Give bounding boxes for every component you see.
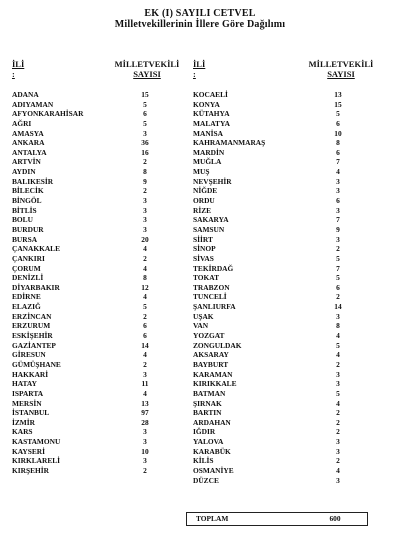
province-row [12,273,182,283]
province-header-colon: : [12,69,15,79]
province-row [12,254,182,264]
province-name: KOCAELİ [193,90,228,99]
seat-count: 12 [141,282,149,292]
seat-count: 3 [336,205,340,215]
seat-count: 3 [143,427,147,437]
province-row [12,129,182,139]
province-row [193,427,373,437]
province-row [193,215,373,225]
seat-count: 8 [336,138,340,148]
seat-count: 7 [336,215,340,225]
seat-count: 3 [143,437,147,447]
seat-count: 11 [141,379,149,389]
province-row [193,302,373,312]
province-header-label: İLİ [193,59,206,69]
province-row [193,360,373,370]
seat-count: 14 [334,302,342,312]
province-name: AFYONKARAHİSAR [12,109,84,119]
province-row [193,466,373,476]
seat-count-header-line1: MİLLETVEKİLİ [308,59,374,69]
seat-count: 6 [336,118,340,128]
seat-count: 10 [334,128,342,138]
seat-count: 5 [336,388,340,398]
province-name: MUŞ [193,167,210,177]
province-name: RİZE [193,205,212,215]
province-name: DENİZLİ [12,273,44,283]
province-name: OSMANİYE [193,465,234,475]
total-label: TOPLAM [196,514,229,523]
province-row [12,379,182,389]
seat-count: 2 [336,417,340,427]
province-name: KARAMAN [193,369,233,379]
seat-count: 2 [143,311,147,321]
seat-count: 14 [141,340,149,350]
province-row [193,206,373,216]
province-row [12,235,182,245]
seat-count: 4 [336,398,340,408]
seat-count: 2 [143,186,147,196]
province-name: ERZURUM [12,321,51,331]
seat-count: 3 [143,128,147,138]
province-name: ISPARTA [12,388,44,398]
seat-count: 3 [143,456,147,466]
seat-count: 5 [143,302,147,312]
province-row [193,321,373,331]
province-row [193,186,373,196]
seat-count: 6 [336,147,340,157]
seat-count-header [301,59,381,79]
province-name: ÇANAKKALE [12,244,61,254]
province-name: UŞAK [193,311,214,321]
seat-count: 6 [336,282,340,292]
seat-count: 7 [336,157,340,167]
province-row [193,254,373,264]
province-row [12,206,182,216]
province-row [193,138,373,148]
province-name: TRABZON [193,282,230,292]
province-row [193,264,373,274]
province-name: ÇANKIRI [12,253,45,263]
province-row [12,283,182,293]
province-name: NEVŞEHİR [193,176,232,186]
seat-count-header [112,59,182,79]
seat-count-header-line2: SAYISI [133,69,161,79]
seat-count: 2 [143,253,147,263]
province-name: BALIKESİR [12,176,54,186]
province-name: IĞDIR [193,427,216,437]
province-name: SİİRT [193,234,213,244]
province-row [193,447,373,457]
seat-count: 3 [336,311,340,321]
province-row [12,437,182,447]
province-name: KAHRAMANMARAŞ [193,138,266,148]
total-box [186,512,368,526]
seat-count: 3 [143,224,147,234]
province-row [193,408,373,418]
seat-count-header-line1: MİLLETVEKİLİ [114,59,180,69]
province-name: ADANA [12,90,39,99]
province-name: ADIYAMAN [12,99,54,109]
province-row [12,389,182,399]
province-row [12,350,182,360]
seat-count: 2 [336,408,340,418]
province-row [12,399,182,409]
seat-count: 3 [336,369,340,379]
province-row [193,109,373,119]
province-row [12,447,182,457]
province-name: GİRESUN [12,350,46,360]
province-header-colon: : [193,69,196,79]
seat-count: 6 [143,331,147,341]
province-row [193,225,373,235]
province-name: MERSİN [12,398,42,408]
province-row [12,109,182,119]
seat-count: 4 [336,465,340,475]
seat-count: 3 [336,475,340,485]
seat-count: 3 [336,176,340,186]
province-row [193,167,373,177]
seat-count: 2 [336,359,340,369]
province-row [193,389,373,399]
province-name: MUĞLA [193,157,222,167]
right-province-list [193,90,373,485]
document-title: EK (I) SAYILI CETVEL [144,8,256,19]
seat-count: 2 [336,244,340,254]
province-row [12,456,182,466]
province-name: SİNOP [193,244,216,254]
province-name: AKSARAY [193,350,229,360]
province-header [12,59,24,79]
province-row [193,399,373,409]
province-row [12,292,182,302]
seat-count: 2 [336,456,340,466]
province-row [193,418,373,428]
province-row [12,225,182,235]
province-row [193,177,373,187]
province-name: YALOVA [193,437,224,447]
province-name: VAN [193,321,209,331]
province-name: MANİSA [193,128,223,138]
document-subtitle: Milletvekillerinin İllere Göre Dağılımı [114,19,286,30]
province-name: DİYARBAKIR [12,282,60,292]
province-row [12,466,182,476]
province-name: ŞIRNAK [193,398,222,408]
seat-count: 8 [143,273,147,283]
province-row [193,235,373,245]
seat-count: 3 [336,234,340,244]
province-name: GÜMÜŞHANE [12,359,61,369]
province-row [193,350,373,360]
province-row [193,476,373,486]
seat-count: 5 [336,253,340,263]
seat-count: 5 [143,118,147,128]
province-row [193,196,373,206]
province-name: AYDIN [12,167,36,177]
province-name: KARABÜK [193,446,231,456]
province-row [12,186,182,196]
seat-count: 9 [143,176,147,186]
seat-count: 8 [336,321,340,331]
province-row [12,119,182,129]
province-row [193,437,373,447]
left-province-list [12,90,182,476]
province-row [193,90,373,100]
province-name: SAKARYA [193,215,229,225]
province-row [193,341,373,351]
seat-count: 3 [143,369,147,379]
province-row [12,138,182,148]
province-name: HAKKARİ [12,369,49,379]
province-name: TEKİRDAĞ [193,263,234,273]
seat-count: 4 [336,331,340,341]
province-name: HATAY [12,379,37,389]
province-row [12,215,182,225]
province-name: ŞANLIURFA [193,302,236,312]
seat-count: 6 [143,321,147,331]
province-name: ERZİNCAN [12,311,52,321]
province-name: KÜTAHYA [193,109,230,119]
seat-count: 3 [336,186,340,196]
province-row [12,408,182,418]
seat-count: 36 [141,138,149,148]
province-row [193,283,373,293]
province-row [12,157,182,167]
province-row [12,302,182,312]
seat-count: 4 [143,263,147,273]
seat-count: 3 [143,196,147,206]
province-row [12,370,182,380]
seat-count: 4 [336,350,340,360]
province-row [193,456,373,466]
province-name: TOKAT [193,273,220,283]
province-row [12,167,182,177]
province-name: BAYBURT [193,359,229,369]
province-row [12,341,182,351]
seat-count: 20 [141,234,149,244]
province-row [12,90,182,100]
province-row [12,418,182,428]
province-name: DÜZCE [193,475,219,485]
province-row [12,312,182,322]
seat-count: 5 [336,109,340,119]
province-name: ESKİŞEHİR [12,331,53,341]
seat-count: 7 [336,263,340,273]
province-row [12,264,182,274]
province-name: BİLECİK [12,186,44,196]
seat-count: 2 [336,292,340,302]
seat-count: 15 [334,99,342,109]
province-row [12,177,182,187]
seat-count: 3 [336,446,340,456]
province-name: KIRŞEHİR [12,465,49,475]
seat-count: 2 [336,427,340,437]
province-name: MARDİN [193,147,225,157]
seat-count-header-line2: SAYISI [327,69,355,79]
province-name: AMASYA [12,128,44,138]
province-name: ORDU [193,196,215,206]
province-name: ARDAHAN [193,417,231,427]
seat-count: 3 [143,205,147,215]
province-row [12,100,182,110]
seat-count: 3 [336,379,340,389]
province-name: ÇORUM [12,263,41,273]
seat-count: 3 [143,215,147,225]
province-row [193,331,373,341]
province-row [12,321,182,331]
seat-count: 2 [143,359,147,369]
seat-count: 10 [141,446,149,456]
seat-count: 16 [141,147,149,157]
total-value: 600 [329,514,341,523]
seat-count: 4 [143,292,147,302]
seat-count: 15 [141,90,149,99]
province-header [193,59,205,79]
province-name: KARS [12,427,33,437]
province-row [12,196,182,206]
province-name: İZMİR [12,417,35,427]
seat-count: 4 [143,244,147,254]
province-name: KİLİS [193,456,214,466]
province-name: BOLU [12,215,33,225]
province-row [193,273,373,283]
province-name: ANKARA [12,138,45,148]
province-row [12,427,182,437]
seat-count: 4 [143,388,147,398]
province-name: ELAZIĞ [12,302,41,312]
seat-count: 5 [143,99,147,109]
province-name: SAMSUN [193,224,225,234]
province-row [12,331,182,341]
province-name: ZONGULDAK [193,340,242,350]
province-name: MALATYA [193,118,230,128]
seat-count: 97 [141,408,149,418]
province-row [193,379,373,389]
province-row [193,292,373,302]
province-row [193,100,373,110]
province-name: BURDUR [12,224,44,234]
province-name: BARTIN [193,408,222,418]
seat-count: 5 [336,273,340,283]
province-name: YOZGAT [193,331,225,341]
province-name: İSTANBUL [12,408,50,418]
province-name: BİNGÖL [12,196,42,206]
province-row [193,129,373,139]
seat-count: 13 [334,90,342,99]
seat-count: 13 [141,398,149,408]
province-name: KASTAMONU [12,437,61,447]
province-row [12,244,182,254]
province-row [12,360,182,370]
province-name: KONYA [193,99,220,109]
province-row [193,370,373,380]
province-name: KAYSERİ [12,446,45,456]
seat-count: 6 [143,109,147,119]
province-name: ANTALYA [12,147,47,157]
seat-count: 3 [336,437,340,447]
province-name: BİTLİS [12,205,37,215]
province-name: ARTVİN [12,157,41,167]
seat-count: 28 [141,417,149,427]
province-name: BATMAN [193,388,226,398]
province-name: NİĞDE [193,186,218,196]
province-name: EDİRNE [12,292,41,302]
province-name: AĞRI [12,118,32,128]
province-name: GAZİANTEP [12,340,56,350]
seat-count: 2 [143,157,147,167]
province-name: TUNCELİ [193,292,227,302]
province-row [193,312,373,322]
seat-count: 5 [336,340,340,350]
province-name: KIRKLARELİ [12,456,61,466]
seat-count: 4 [143,350,147,360]
seat-count: 6 [336,196,340,206]
province-name: SİVAS [193,253,214,263]
seat-count: 9 [336,224,340,234]
province-row [193,119,373,129]
province-header-label: İLİ [12,59,25,69]
province-row [193,244,373,254]
seat-count: 2 [143,465,147,475]
province-name: KIRIKKALE [193,379,237,389]
province-name: BURSA [12,234,38,244]
seat-count: 4 [336,167,340,177]
province-row [193,157,373,167]
seat-count: 8 [143,167,147,177]
